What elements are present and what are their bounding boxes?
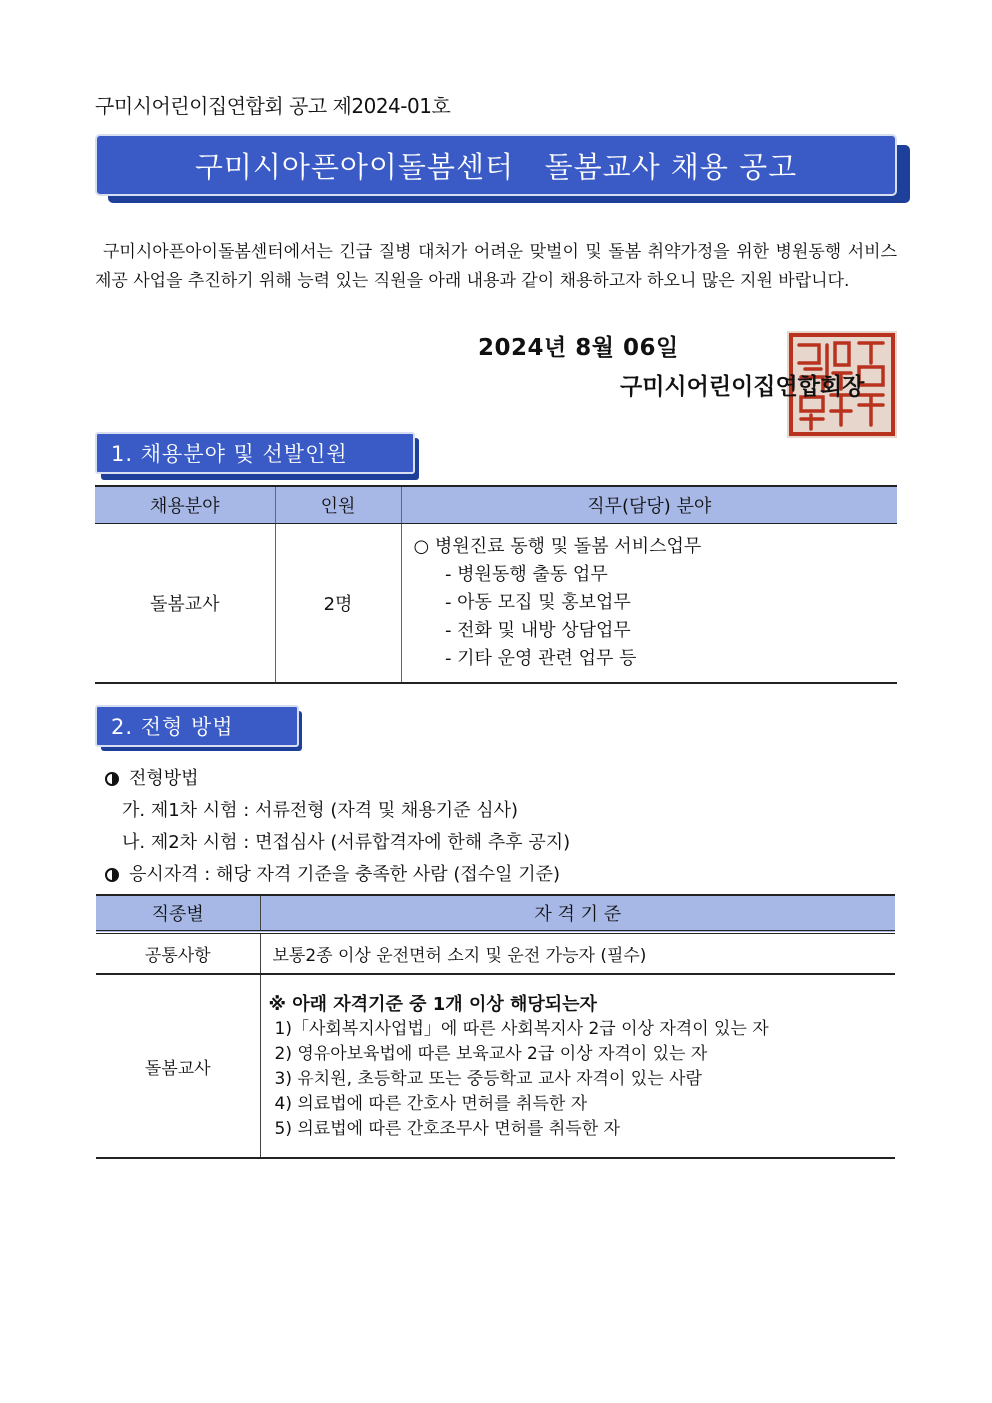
page-title: 구미시아픈아이돌봄센터 돌봄교사 채용 공고 [194, 149, 798, 184]
eligibility-line [105, 860, 560, 886]
cell-field: 돌봄교사 [95, 524, 275, 684]
notice-date: 2024년 8월 06일 [478, 335, 679, 361]
duty-line: ○ 병원진료 동행 및 돌봄 서비스업무 [413, 536, 702, 557]
eligibility-text: 응시자격 : 해당 자격 기준을 충족한 사람 (접수일 기준) [129, 864, 561, 885]
header-count: 인원 [275, 486, 401, 524]
cell-common-label: 공통사항 [96, 932, 260, 974]
cell-duties [401, 524, 897, 684]
header-job-type: 직종별 [96, 895, 260, 932]
half-circle-bullet-icon [105, 772, 119, 786]
header-criteria: 자 격 기 준 [260, 895, 895, 932]
section1-heading [95, 432, 415, 474]
qualification-table-header [96, 895, 895, 932]
table-row [96, 974, 895, 1158]
duty-line: - 기타 운영 관련 업무 등 [433, 648, 637, 669]
method-title-line [105, 764, 199, 790]
cell-teacher-criteria [260, 974, 895, 1158]
cell-teacher-label: 돌봄교사 [96, 974, 260, 1158]
qualification-table [96, 894, 895, 1159]
criteria-note: ※ 아래 자격기준 중 1개 이상 해당되는자 [268, 994, 597, 1015]
step1-line: 가. 제1차 시험 : 서류전형 (자격 및 채용기준 심사) [122, 800, 519, 821]
half-circle-bullet-icon [105, 868, 119, 882]
criteria-item: 3) 유치원, 초등학교 또는 중등학교 교사 자격이 있는 사람 [274, 1069, 702, 1089]
step2-line: 나. 제2차 시험 : 면접심사 (서류합격자에 한해 추후 공지) [122, 832, 571, 853]
section2-heading-text: 2. 전형 방법 [111, 715, 234, 739]
section2-heading [95, 705, 299, 747]
notice-number: 구미시어린이집연합회 공고 제2024-01호 [95, 94, 451, 118]
cell-count: 2명 [275, 524, 401, 684]
title-banner [95, 134, 897, 196]
method-title: 전형방법 [129, 768, 199, 789]
table-row [95, 524, 897, 684]
recruitment-table [95, 485, 897, 684]
table-row [96, 932, 895, 974]
section1-heading-text: 1. 채용분야 및 선발인원 [111, 442, 348, 466]
criteria-item: 1)「사회복지사업법」에 따른 사회복지사 2급 이상 자격이 있는 자 [274, 1019, 769, 1039]
intro-paragraph: 구미시아픈아이돌봄센터에서는 긴급 질병 대처가 어려운 맞벌이 및 돌봄 취약가정을 위한 병원동행 서비스 제공 사업을 추진하기 위해 능력 있는 직원을 아래 내용과 같이 채용하고자 하오니 많은 지원 바랍니다. [95, 242, 897, 291]
duty-line: - 전화 및 내방 상담업무 [433, 620, 631, 641]
header-field: 채용분야 [95, 486, 275, 524]
duty-line: - 아동 모집 및 홍보업무 [433, 592, 631, 613]
signer: 구미시어린이집연합회장 [620, 374, 865, 400]
criteria-item: 2) 영유아보육법에 따른 보육교사 2급 이상 자격이 있는 자 [274, 1044, 708, 1064]
cell-common-text: 보통2종 이상 운전면허 소지 및 운전 가능자 (필수) [260, 932, 895, 974]
criteria-item: 4) 의료법에 따른 간호사 면허를 취득한 자 [274, 1094, 588, 1114]
header-duty: 직무(담당) 분야 [401, 486, 897, 524]
criteria-item: 5) 의료법에 따른 간호조무사 면허를 취득한 자 [274, 1119, 620, 1139]
duty-line: - 병원동행 출동 업무 [433, 564, 608, 585]
recruitment-table-header [95, 486, 897, 524]
